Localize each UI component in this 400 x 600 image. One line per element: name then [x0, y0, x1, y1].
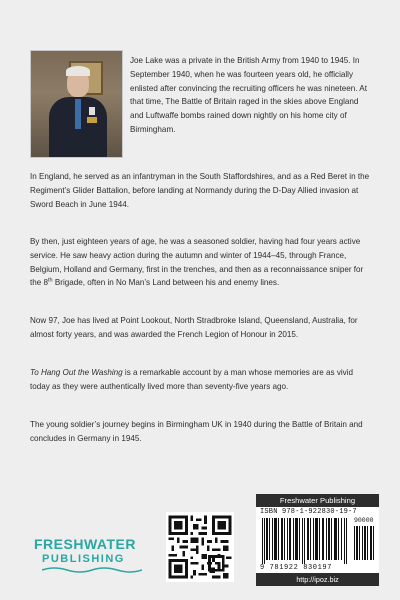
service-paragraph: In England, he served as an infantryman in the South Staffordshires, and as a Red Beret in the Regiment’s Glider Battalion, before landing at Normandy during the D-Day Allied invasion at Sword Beach in June 1944. — [30, 172, 370, 209]
logo-line-2: PUBLISHING — [42, 553, 125, 565]
ordinal-suffix: th — [48, 277, 53, 284]
photo-tie — [75, 99, 81, 129]
intro-paragraph: Joe Lake was a private in the British Army from 1940 to 1945. In September 1940, when he was fourteen years old, he officially enlisted after convincing the recruiting officers he was nineteen. At that time, The Battle of Britain raged in the skies above England and Luftwaffe bombs rained down nightly on his home city of Birmingham. — [130, 56, 367, 134]
isbn-barcode — [256, 494, 379, 586]
barcode-digits: 9 781922 830197 — [260, 564, 333, 572]
combat-text-end: Brigade, often in No Man’s Land between his and enemy lines. — [52, 278, 280, 288]
journey-paragraph: The young soldier’s journey begins in Birmingham UK in 1940 during the Battle of Britain and concludes in Germany in 1945. — [30, 420, 363, 443]
present-day-paragraph: Now 97, Joe has lived at Point Lookout, North Stradbroke Island, Queensland, Australia, for almost forty years, and was awarded the French Legion of Honour in 2015. — [30, 316, 358, 339]
photo-legion-cross — [89, 107, 95, 115]
publisher-logo — [34, 536, 152, 572]
isbn-number: ISBN 978-1-922830-19-7 — [260, 508, 357, 516]
wave-icon — [42, 566, 142, 574]
combat-text-start: By then, just eighteen years of age, he was a seasoned soldier, having had four years active service. He saw heavy action during the autumn and winter of 1944–45, through France, Belgium, Holland and Germany, first in the trenches, and then as a reconnaissance sniper for the 8 — [30, 237, 364, 288]
book-title: To Hang Out the Washing — [30, 368, 123, 377]
combat-paragraph — [30, 235, 372, 290]
book-summary-text: is a remarkable account by a man whose memories are as vivid today as they were authentically lived more than seventy-five years ago. — [30, 368, 354, 391]
price-code: 90000 — [354, 517, 374, 524]
ean-bars — [262, 518, 348, 564]
qr-code[interactable] — [166, 512, 234, 582]
photo-medal-ribbons — [87, 117, 97, 123]
book-summary-paragraph — [30, 366, 372, 394]
addon-bars — [354, 526, 374, 560]
publisher-url[interactable]: http://ipoz.biz — [256, 573, 379, 586]
author-photo — [30, 50, 123, 158]
photo-hair — [66, 66, 90, 76]
logo-line-1: FRESHWATER — [34, 536, 136, 552]
barcode-publisher-label: Freshwater Publishing — [256, 494, 379, 507]
